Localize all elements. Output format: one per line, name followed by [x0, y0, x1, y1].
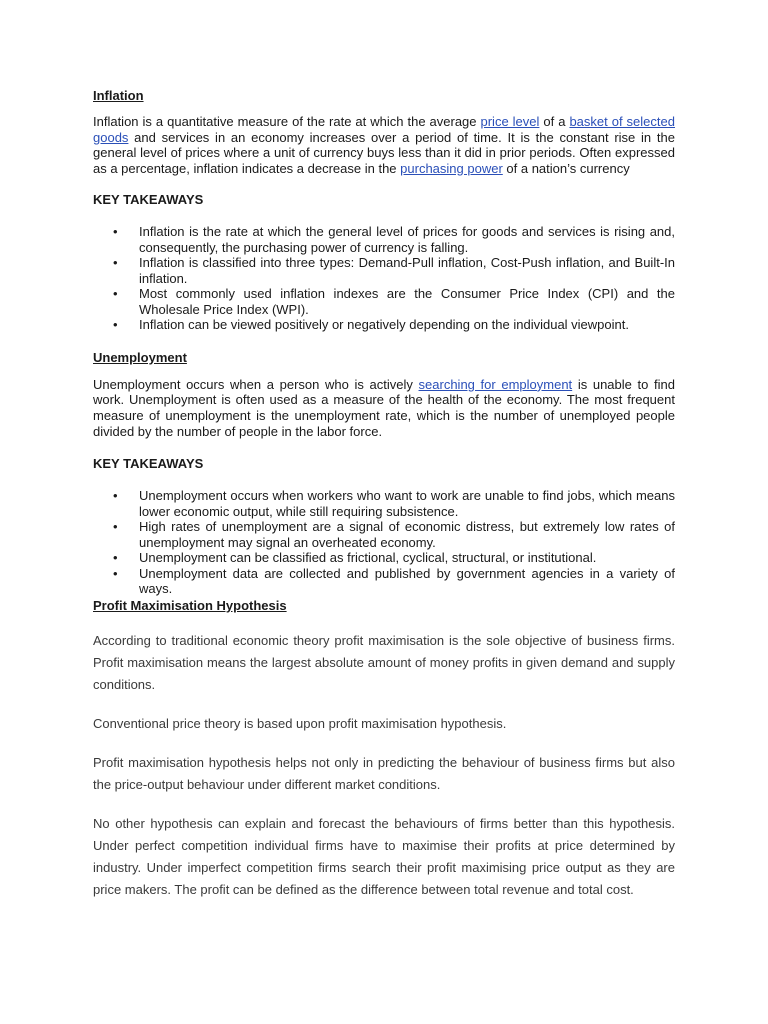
- unemployment-heading: Unemployment: [93, 349, 187, 365]
- list-item: • Inflation is classified into three types: Demand-Pull inflation, Cost-Push inflation, and Built-In inflation.: [93, 255, 675, 286]
- inflation-paragraph: [93, 114, 675, 176]
- inflation-text-1: Inflation is a quantitative measure of the rate at which the average: [93, 114, 481, 129]
- basket-of-goods-link[interactable]: basket of selected goods: [93, 114, 675, 145]
- profit-paragraph-4: No other hypothesis can explain and forecast the behaviours of firms better than this hypothesis. Under perfect competition individual firms have to maximise their profits at price determined by industry. Under imperfect competition firms search their profit maximising price output as they are price makers. The profit can be defined as the difference between total revenue and total cost.: [93, 815, 675, 897]
- unemployment-text-2: is unable to find work. Unemployment is often used as a measure of the health of the economy. The most frequent measure of unemployment is the unemployment rate, which is the number of unemployed people divided by the number of people in the labor force.: [93, 376, 675, 439]
- list-item: • Inflation can be viewed positively or negatively depending on the individual viewpoint.: [93, 317, 675, 333]
- inflation-takeaways-title: KEY TAKEAWAYS: [93, 192, 204, 208]
- list-item: • High rates of unemployment are a signal of economic distress, but extremely low rates of unemployment may signal an overheated economy.: [93, 519, 675, 550]
- price-level-link[interactable]: price level: [480, 114, 540, 129]
- list-item: • Most commonly used inflation indexes are the Consumer Price Index (CPI) and the Wholesale Price Index (WPI).: [93, 286, 675, 317]
- profit-paragraph-3: Profit maximisation hypothesis helps not only in predicting the behaviour of business firms but also the price-output behaviour under different market conditions.: [93, 754, 675, 792]
- profit-heading: Profit Maximisation Hypothesis: [93, 597, 287, 613]
- profit-paragraph-2: Conventional price theory is based upon profit maximisation hypothesis.: [93, 715, 507, 731]
- inflation-text-3: and services in an economy increases over a period of time. It is the constant rise in the general level of prices where a unit of currency buys less than it did in prior periods. Often expressed as a percentage, inflation indicates a decrease in the: [93, 129, 675, 176]
- purchasing-power-link[interactable]: purchasing power: [400, 160, 503, 176]
- unemployment-takeaways-title: KEY TAKEAWAYS: [93, 456, 204, 472]
- list-item: • Unemployment occurs when workers who want to work are unable to find jobs, which means lower economic output, while still requiring subsistence.: [93, 488, 675, 519]
- unemployment-paragraph: [93, 377, 675, 439]
- list-item: • Unemployment can be classified as frictional, cyclical, structural, or institutional.: [93, 550, 675, 566]
- unemployment-takeaways-list: [93, 488, 675, 597]
- searching-for-employment-link[interactable]: searching for employment: [418, 376, 573, 392]
- inflation-text-4: of a nation’s currency: [502, 160, 630, 176]
- inflation-heading: Inflation: [93, 88, 144, 103]
- inflation-text-2: of a: [539, 114, 570, 129]
- inflation-takeaways-list: [93, 224, 675, 333]
- document-page: [93, 85, 675, 901]
- profit-paragraph-1: According to traditional economic theory profit maximisation is the sole objective of business firms. Profit maximisation means the largest absolute amount of money profits in given demand and supply conditions.: [93, 632, 675, 692]
- list-item: • Unemployment data are collected and published by government agencies in a variety of ways.: [93, 566, 675, 597]
- unemployment-text-1: Unemployment occurs when a person who is actively: [93, 376, 419, 392]
- list-item: • Inflation is the rate at which the general level of prices for goods and services is rising and, consequently, the purchasing power of currency is falling.: [93, 224, 675, 255]
